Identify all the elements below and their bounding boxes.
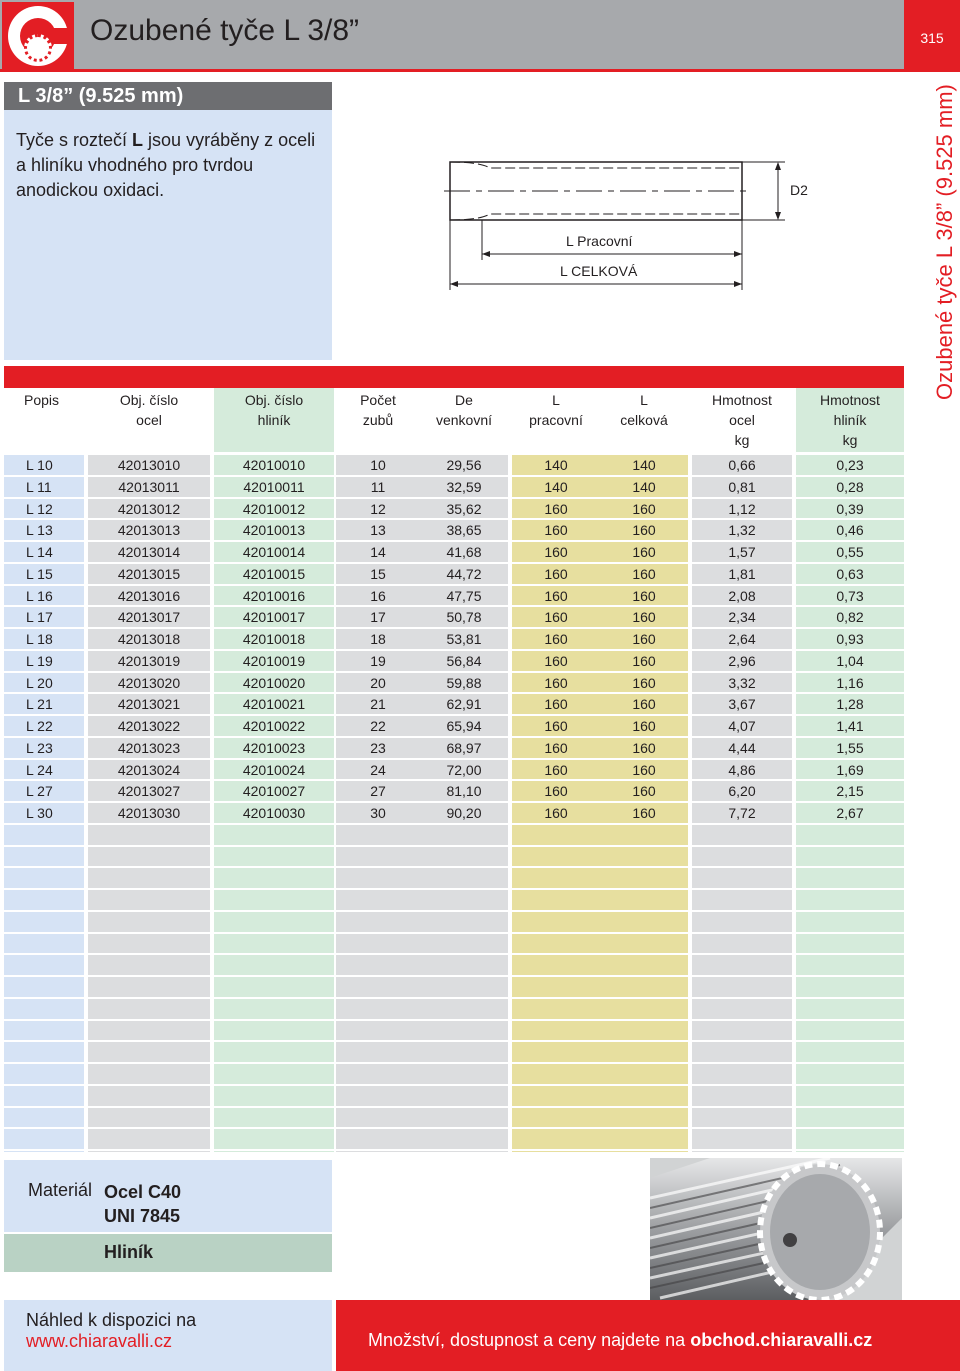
table-cell: L 19 xyxy=(26,652,53,669)
table-cell: 0,93 xyxy=(836,631,864,647)
table-column-header: Obj. číslo hliník xyxy=(244,392,304,428)
table-cell: 42013015 xyxy=(117,565,181,582)
row-separator xyxy=(4,1127,904,1129)
table-column-header: Hmotnost ocel kg xyxy=(712,392,772,448)
table-cell: 41,68 xyxy=(446,544,482,560)
table-cell: 160 xyxy=(632,500,656,517)
table-cell: 1,04 xyxy=(836,652,864,669)
table-cell: 160 xyxy=(632,631,656,647)
table-cell: 42010030 xyxy=(242,805,306,821)
table-cell: 42013030 xyxy=(117,805,181,821)
table-cell: 42010013 xyxy=(242,522,306,539)
table-cell: L 18 xyxy=(26,631,53,647)
table-cell: 42010017 xyxy=(242,609,306,626)
table-cell: L 17 xyxy=(26,609,53,626)
table-cell: 65,94 xyxy=(446,718,482,734)
table-cell: 42013024 xyxy=(117,761,181,778)
table-cell: 42010022 xyxy=(242,718,306,734)
table-cell: 59,88 xyxy=(446,674,482,691)
table-cell: 160 xyxy=(632,609,656,626)
row-separator xyxy=(4,975,904,977)
table-cell: 20 xyxy=(370,674,386,691)
table-cell: 160 xyxy=(544,609,568,626)
table-cell: 1,55 xyxy=(836,739,864,756)
table-column-header: L pracovní xyxy=(529,392,583,428)
preview-text: Náhled k dispozici na www.chiaravalli.cz xyxy=(26,1310,197,1351)
table-cell: 21 xyxy=(370,696,386,713)
table-cell: 13 xyxy=(370,522,386,539)
row-separator xyxy=(4,888,904,890)
table-cell: 1,41 xyxy=(836,718,864,734)
table-cell: 0,73 xyxy=(836,587,864,604)
table-cell: 42010023 xyxy=(242,739,306,756)
table-cell: 23 xyxy=(370,739,386,756)
table-cell: 42013027 xyxy=(117,783,181,800)
table-cell: 160 xyxy=(632,565,656,582)
table-column-header: Počet zubů xyxy=(360,392,396,428)
table-cell: 160 xyxy=(632,652,656,669)
row-separator xyxy=(4,1106,904,1108)
table-cell: 4,44 xyxy=(728,739,756,756)
table-cell: 0,39 xyxy=(836,500,864,517)
table-cell: 42013017 xyxy=(117,609,181,626)
table-cell: L 22 xyxy=(26,718,53,734)
table-cell: 160 xyxy=(544,718,568,734)
table-cell: 42013023 xyxy=(117,739,181,756)
table-cell: 160 xyxy=(544,652,568,669)
table-cell: 140 xyxy=(544,457,568,473)
table-cell: 160 xyxy=(544,631,568,647)
table-cell: 42013010 xyxy=(117,457,181,473)
l-pracovni-label: L Pracovní xyxy=(566,233,633,249)
table-cell: 42010024 xyxy=(242,761,306,778)
row-separator xyxy=(4,1149,904,1151)
bottom-message: Množství, dostupnost a ceny najdete na obchod.chiaravalli.cz xyxy=(368,1330,873,1350)
table-cell: 2,34 xyxy=(728,609,756,626)
table-cell: 68,97 xyxy=(446,739,482,756)
table-cell: 35,62 xyxy=(446,500,482,517)
rack-photo xyxy=(650,1158,902,1300)
table-cell: L 20 xyxy=(26,674,53,691)
table-cell: 42013013 xyxy=(117,522,181,539)
table-cell: L 21 xyxy=(26,696,53,713)
gear-icon xyxy=(24,34,52,62)
table-cell: 140 xyxy=(632,478,656,495)
table-cell: 1,16 xyxy=(836,674,864,691)
table-cell: 12 xyxy=(370,500,386,517)
table-cell: 50,78 xyxy=(446,609,482,626)
table-cell: 42010021 xyxy=(242,696,306,713)
info-panel xyxy=(4,82,332,360)
table-cell: L 13 xyxy=(26,522,53,539)
table-column-header: L celková xyxy=(620,392,668,428)
table-cell: 2,64 xyxy=(728,631,756,647)
table-cell: 0,28 xyxy=(836,478,864,495)
table-cell: L 15 xyxy=(26,565,53,582)
page-number: 315 xyxy=(904,0,960,72)
table-cell: 160 xyxy=(632,783,656,800)
l-celkova-label: L CELKOVÁ xyxy=(560,263,638,279)
row-separator xyxy=(4,932,904,934)
table-cell: 4,86 xyxy=(728,761,756,778)
table-cell: 1,81 xyxy=(728,565,756,582)
table-cell: 38,65 xyxy=(446,522,482,539)
table-cell: 1,12 xyxy=(728,500,756,517)
side-title: Ozubené tyče L 3/8” (9.525 mm) xyxy=(932,84,957,400)
table-cell: 2,96 xyxy=(728,652,756,669)
table-cell: 6,20 xyxy=(728,783,756,800)
table-cell: 160 xyxy=(544,522,568,539)
table-cell: L 30 xyxy=(26,805,53,821)
table-cell: 140 xyxy=(632,457,656,473)
table-cell: 47,75 xyxy=(446,587,482,604)
table-cell: 2,67 xyxy=(836,805,864,821)
table-cell: 160 xyxy=(544,805,568,821)
table-cell: 90,20 xyxy=(446,805,482,821)
table-cell: 160 xyxy=(632,739,656,756)
table-cell: 42013019 xyxy=(117,652,181,669)
table-cell: 4,07 xyxy=(728,718,756,734)
table-cell: 160 xyxy=(632,522,656,539)
table-cell: 3,32 xyxy=(728,674,756,691)
table-cell: 160 xyxy=(544,544,568,560)
table-cell: 11 xyxy=(370,478,386,495)
table-cell: 42013014 xyxy=(117,544,181,560)
table-cell: 42010011 xyxy=(243,478,305,495)
table-cell: 160 xyxy=(544,696,568,713)
table-cell: 42010010 xyxy=(242,457,306,473)
table-cell: 160 xyxy=(632,544,656,560)
table-cell: 42013011 xyxy=(118,478,180,495)
table-cell: 160 xyxy=(544,565,568,582)
table-cell: 42010014 xyxy=(242,544,306,560)
table-cell: 15 xyxy=(370,565,386,582)
table-cell: 7,72 xyxy=(728,805,756,821)
table-cell: 160 xyxy=(544,739,568,756)
table-cell: 0,82 xyxy=(836,609,864,626)
table-cell: 44,72 xyxy=(446,565,482,582)
table-cell: 160 xyxy=(544,761,568,778)
table-cell: 42013021 xyxy=(117,696,181,713)
table-cell: 1,57 xyxy=(728,544,756,560)
table-cell: 42010027 xyxy=(242,783,306,800)
table-cell: L 23 xyxy=(26,739,53,756)
table-cell: 42013016 xyxy=(117,587,181,604)
table-cell: 1,69 xyxy=(836,761,864,778)
row-separator xyxy=(4,866,904,868)
table-cell: 42013012 xyxy=(117,500,181,517)
table-cell: L 27 xyxy=(26,783,53,800)
table-cell: 42010016 xyxy=(242,587,306,604)
table-cell: 1,32 xyxy=(728,522,756,539)
shop-link[interactable]: obchod.chiaravalli.cz xyxy=(690,1330,873,1350)
table-cell: L 11 xyxy=(26,478,52,495)
table-cell: 19 xyxy=(370,652,386,669)
table-cell: 42010018 xyxy=(242,631,306,647)
table-cell: 24 xyxy=(370,761,386,778)
table-cell: 29,56 xyxy=(446,457,482,473)
row-separator xyxy=(4,845,904,847)
row-separator xyxy=(4,953,904,955)
table-cell: 42010012 xyxy=(242,500,306,517)
table-cell: 42013022 xyxy=(117,718,181,734)
table-cell: 22 xyxy=(370,718,386,734)
d2-label: D2 xyxy=(790,182,808,198)
row-separator xyxy=(4,1062,904,1064)
table-cell: 0,55 xyxy=(836,544,864,560)
info-description: Tyče s roztečí L jsou vyráběny z oceli a hliníku vhodného pro tvrdou anodickou oxidaci. xyxy=(16,130,316,200)
table-cell: L 16 xyxy=(26,587,53,604)
table-cell: 2,15 xyxy=(836,783,864,800)
table-cell: L 24 xyxy=(26,761,53,778)
table-column-header: De venkovní xyxy=(435,392,493,428)
table-cell: 0,66 xyxy=(728,457,756,473)
table-cell: L 12 xyxy=(26,500,53,517)
website-link[interactable]: www.chiaravalli.cz xyxy=(26,1331,173,1351)
table-cell: 160 xyxy=(632,718,656,734)
table-cell: 32,59 xyxy=(446,478,482,495)
row-separator xyxy=(4,823,904,825)
row-separator xyxy=(4,997,904,999)
chiaravalli-logo-icon xyxy=(2,2,74,70)
row-separator xyxy=(4,1040,904,1042)
table-cell: 160 xyxy=(632,696,656,713)
table-cell: 160 xyxy=(544,500,568,517)
table-top-bar xyxy=(4,366,904,388)
table-cell: 30 xyxy=(370,805,386,821)
table-cell: 140 xyxy=(544,478,568,495)
table-cell: 18 xyxy=(370,631,386,647)
table-cell: 160 xyxy=(632,674,656,691)
table-cell: L 10 xyxy=(26,457,53,473)
table-cell: 72,00 xyxy=(446,761,482,778)
row-separator xyxy=(4,1019,904,1021)
table-cell: 27 xyxy=(370,783,386,800)
table-cell: 160 xyxy=(544,674,568,691)
table-cell: 0,23 xyxy=(836,457,864,473)
table-cell: 160 xyxy=(544,587,568,604)
table-cell: 160 xyxy=(632,761,656,778)
material-aluminium: Hliník xyxy=(104,1242,154,1262)
material-steel: Ocel C40 UNI 7845 xyxy=(104,1182,182,1226)
table-cell: 160 xyxy=(632,587,656,604)
table-cell: 10 xyxy=(370,457,386,473)
table-cell: 53,81 xyxy=(446,631,482,647)
table-cell: 3,67 xyxy=(728,696,756,713)
table-cell: 42010020 xyxy=(242,674,306,691)
table-cell: 42013020 xyxy=(117,674,181,691)
row-separator xyxy=(4,910,904,912)
material-label: Materiál xyxy=(28,1180,93,1200)
row-separator xyxy=(4,1084,904,1086)
table-cell: 81,10 xyxy=(446,783,482,800)
table-cell: 42010015 xyxy=(242,565,306,582)
table-cell: 16 xyxy=(370,587,386,604)
table-cell: 160 xyxy=(544,783,568,800)
table-cell: 17 xyxy=(370,609,386,626)
table-cell: 0,63 xyxy=(836,565,864,582)
table-cell: 0,81 xyxy=(728,478,756,495)
table-cell: 56,84 xyxy=(446,652,482,669)
table-column-header: Obj. číslo ocel xyxy=(119,392,179,428)
table-cell: 0,46 xyxy=(836,522,864,539)
table-column-header: Hmotnost hliník kg xyxy=(820,392,880,448)
page-title: Ozubené tyče L 3/8” xyxy=(90,14,360,47)
table-cell: 160 xyxy=(632,805,656,821)
table-cell: 2,08 xyxy=(728,587,756,604)
table-cell: 42013018 xyxy=(117,631,181,647)
table-cell: 42010019 xyxy=(242,652,306,669)
rack-dimension-drawing xyxy=(440,150,820,300)
table-cell: 1,28 xyxy=(836,696,864,713)
table-cell: 62,91 xyxy=(446,696,482,713)
material-box-aluminium xyxy=(4,1234,332,1272)
info-heading: L 3/8” (9.525 mm) xyxy=(4,82,332,110)
table-cell: L 14 xyxy=(26,544,53,560)
table-column-header: Popis xyxy=(24,392,60,408)
table-cell: 14 xyxy=(370,544,386,560)
